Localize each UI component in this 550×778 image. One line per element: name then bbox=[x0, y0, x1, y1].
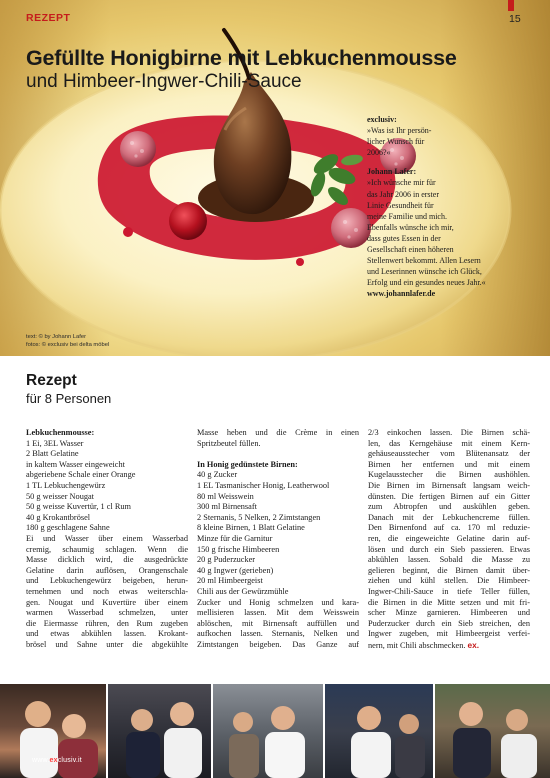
ingredient-line: Chili aus der Gewürzmühle bbox=[197, 586, 289, 596]
red-corner-tab bbox=[508, 0, 514, 11]
instruction-line: warmen Wasserbad schmelzen, unter bbox=[26, 608, 188, 618]
ingredient-line: 2 Sternanis, 5 Nelken, 2 Zimtstangen bbox=[197, 512, 321, 522]
instruction-line: Masse dicklich wird, die ausgedrückte bbox=[26, 555, 188, 565]
event-photo-strip bbox=[0, 684, 550, 778]
event-photo bbox=[435, 684, 550, 778]
instruction-line: und Lebkuchengewürz beigeben, herun- bbox=[26, 576, 188, 586]
website-link[interactable]: www.johannlafer.de bbox=[367, 289, 436, 299]
instruction-line: ziehen und kühl stellen. Die Himbeer- bbox=[368, 576, 530, 586]
instruction-line: gen. Nougat und Kuvertüre über einem bbox=[26, 597, 188, 607]
instruction-line: abkühlen lassen. Sobald die Masse zu bbox=[368, 555, 530, 565]
ingredient-line: 180 g geschlagene Sahne bbox=[26, 523, 110, 533]
instruction-line: dünsten. Die fertigen Birnen auf ein Gitter bbox=[368, 491, 530, 501]
photo-credit bbox=[26, 334, 109, 349]
answer-line: Gesellschaft einen höheren bbox=[367, 245, 454, 255]
question-line: »Was ist Ihr persön- bbox=[367, 126, 432, 136]
servings: für 8 Personen bbox=[26, 391, 112, 406]
recipe-heading: Rezept bbox=[26, 372, 77, 389]
ingredient-line: 40 g Ingwer (gerieben) bbox=[197, 565, 274, 575]
exclusiv-label: exclusiv: bbox=[367, 115, 397, 124]
ingredient-line: 40 g Krokantbrösel bbox=[26, 512, 91, 522]
instruction-line: gelieren beginnt, die Birnen damit über- bbox=[368, 565, 530, 575]
raspberry bbox=[120, 131, 156, 167]
interviewee-name: Johann Lafer: bbox=[367, 167, 417, 177]
question-line: 2006?« bbox=[367, 148, 391, 158]
instruction-line: ren, die eingeweichte Gelatine darin auf- bbox=[368, 533, 530, 543]
instruction-line: Danach mit der Lebkuchencreme füllen. bbox=[368, 512, 530, 522]
interview-box bbox=[367, 115, 517, 300]
instruction-line: mellisieren lassen. Mit dem Weisswein bbox=[197, 608, 359, 618]
instruction-line: Puderzucker durch ein Sieb streichen, den bbox=[368, 618, 530, 628]
ingredient-line: 50 g weisse Kuvertür, 1 cl Rum bbox=[26, 502, 131, 512]
instruction-line-text: nern, mit Chili abschmecken. bbox=[368, 640, 466, 650]
answer-line: das Jahr 2006 in erster bbox=[367, 189, 439, 199]
instruction-line: ablöschen, mit Birnensaft auffüllen und bbox=[197, 618, 359, 628]
instruction-line: die Birnen in die Mitte setzen und mit fri- bbox=[368, 597, 530, 607]
instruction-line: brösel und Sahne unter die abgekühlte bbox=[26, 639, 188, 649]
answer-line: und Leserinnen wünsche ich Glück, bbox=[367, 267, 482, 277]
ingredient-line: 1 EL Tasmanischer Honig, Leatherwool bbox=[197, 480, 330, 490]
page-title: Gefüllte Honigbirne mit Lebkuchenmousse bbox=[26, 46, 457, 70]
recipe-column-3 bbox=[368, 428, 530, 651]
instruction-line: aufkochen lassen. Sternanis, Nelken und bbox=[197, 629, 359, 639]
ingredient-line: abgeriebene Schale einer Orange bbox=[26, 470, 136, 480]
ingredient-line: 2 Blatt Gelatine bbox=[26, 449, 79, 459]
logo-ex: ex bbox=[49, 757, 58, 764]
ingredient-line: 20 ml Himbeergeist bbox=[197, 576, 263, 586]
text-credit: text: © by Johann Lafer bbox=[26, 334, 87, 340]
instruction-line: ternehmen und noch etwas weiterschla- bbox=[26, 586, 188, 596]
ingredients-heading: Lebkuchenmousse: bbox=[26, 428, 95, 437]
answer-line: »Ich wünsche mir für bbox=[367, 178, 436, 188]
answer-line: Stellenwert bekommt. Allen Lesern bbox=[367, 256, 481, 266]
page-number: 15 bbox=[509, 13, 521, 25]
ingredient-line: 8 kleine Birnen, 1 Blatt Gelatine bbox=[197, 523, 305, 533]
question-line: licher Wunsch für bbox=[367, 137, 425, 147]
instruction-line: Zimtstangen beigeben. Das Ganze auf bbox=[197, 639, 359, 649]
ingredient-line: 80 ml Weisswein bbox=[197, 491, 254, 501]
instruction-line: 2/3 einkochen lassen. Die Birnen schä- bbox=[368, 428, 530, 437]
instruction-line: scher Minze garnieren. Himbeeren und bbox=[368, 608, 530, 618]
instruction-line: und etwas abkühlen lassen. Krokant- bbox=[26, 629, 188, 639]
end-mark: ex. bbox=[467, 639, 480, 650]
ingredient-line: 40 g Zucker bbox=[197, 470, 238, 480]
event-photo bbox=[213, 684, 323, 778]
instruction-line: Spritzbeutel füllen. bbox=[197, 438, 261, 448]
answer-line: Ebenfalls wünsche ich mir, bbox=[367, 222, 454, 232]
instruction-line: Gelatine darin auflösen, Orangenschale bbox=[26, 565, 188, 575]
instruction-line: Ei und Wasser über einem Wasserbad bbox=[26, 533, 188, 543]
recipe-column-2 bbox=[197, 428, 359, 650]
instruction-line: Die Birnen im Birnensaft langsam weich- bbox=[368, 480, 530, 490]
ingredients-heading: In Honig gedünstete Birnen: bbox=[197, 459, 298, 469]
instruction-line bbox=[368, 640, 530, 652]
instruction-line: len, das Kerngehäuse mit einem Kern- bbox=[368, 438, 530, 448]
instruction-line: Den Birnenfond auf ca. 170 ml reduzie- bbox=[368, 523, 530, 533]
ingredient-line: 150 g frische Himbeeren bbox=[197, 544, 280, 554]
foto-credit: fotos: © exclusiv bei delta möbel bbox=[26, 341, 110, 348]
magazine-logo bbox=[32, 757, 82, 764]
section-label: REZEPT bbox=[26, 12, 71, 24]
ingredient-line: 1 TL Lebkuchengewürz bbox=[26, 480, 106, 490]
event-photo bbox=[108, 684, 211, 778]
ingredient-line: 300 ml Birnensaft bbox=[197, 502, 257, 512]
recipe-column-1 bbox=[26, 428, 188, 650]
instruction-line: lösen und durch ein Sieb passieren. Etwas bbox=[368, 544, 530, 554]
ingredient-line: 1 Ei, 3EL Wasser bbox=[26, 438, 84, 448]
event-photo bbox=[325, 684, 433, 778]
page-subtitle: und Himbeer-Ingwer-Chili-Sauce bbox=[26, 71, 302, 92]
raspberry bbox=[169, 202, 207, 240]
ingredient-line: 50 g weisser Nougat bbox=[26, 491, 94, 501]
ingredient-line: in kaltem Wasser eingeweicht bbox=[26, 459, 125, 469]
raspberry bbox=[331, 208, 371, 248]
instruction-line: gehäuseausstecher vom Blütenansatz der bbox=[368, 449, 530, 459]
instruction-line: Kugelausstecher die Birnen aushöhlen. bbox=[368, 470, 530, 480]
logo-prefix: www. bbox=[32, 757, 50, 764]
instruction-line: die Eiermasse rühren, den Rum zugeben bbox=[26, 618, 188, 628]
instruction-line: Ingwer-Chili-Sauce in tiefe Teller füllen, bbox=[368, 586, 530, 596]
answer-line: meine Familie und mich. bbox=[367, 211, 447, 221]
instruction-line: Birnen her entfernen und mit einem bbox=[368, 459, 530, 469]
ingredient-line: 20 g Puderzucker bbox=[197, 555, 256, 565]
answer-line: Linie Gesundheit für bbox=[367, 200, 434, 210]
instruction-line: Masse heben und die Crème in einen bbox=[197, 428, 359, 437]
instruction-line: Zucker und Honig schmelzen und kara- bbox=[197, 597, 359, 607]
instruction-line: cremig, schaumig schlagen. Wenn die bbox=[26, 544, 188, 554]
answer-line: dass gutes Essen in der bbox=[367, 233, 441, 243]
instruction-line: Ingwer zugeben, mit Himbeergeist verfei- bbox=[368, 629, 530, 639]
instruction-line: zum Abtropfen und auskühlen geben. bbox=[368, 502, 530, 512]
hero-photo bbox=[0, 0, 550, 356]
logo-rest: clusiv.it bbox=[57, 757, 82, 764]
answer-line: Erfolg und ein gesundes neues Jahr.« bbox=[367, 278, 486, 288]
ingredient-line: Minze für die Garnitur bbox=[197, 533, 273, 543]
